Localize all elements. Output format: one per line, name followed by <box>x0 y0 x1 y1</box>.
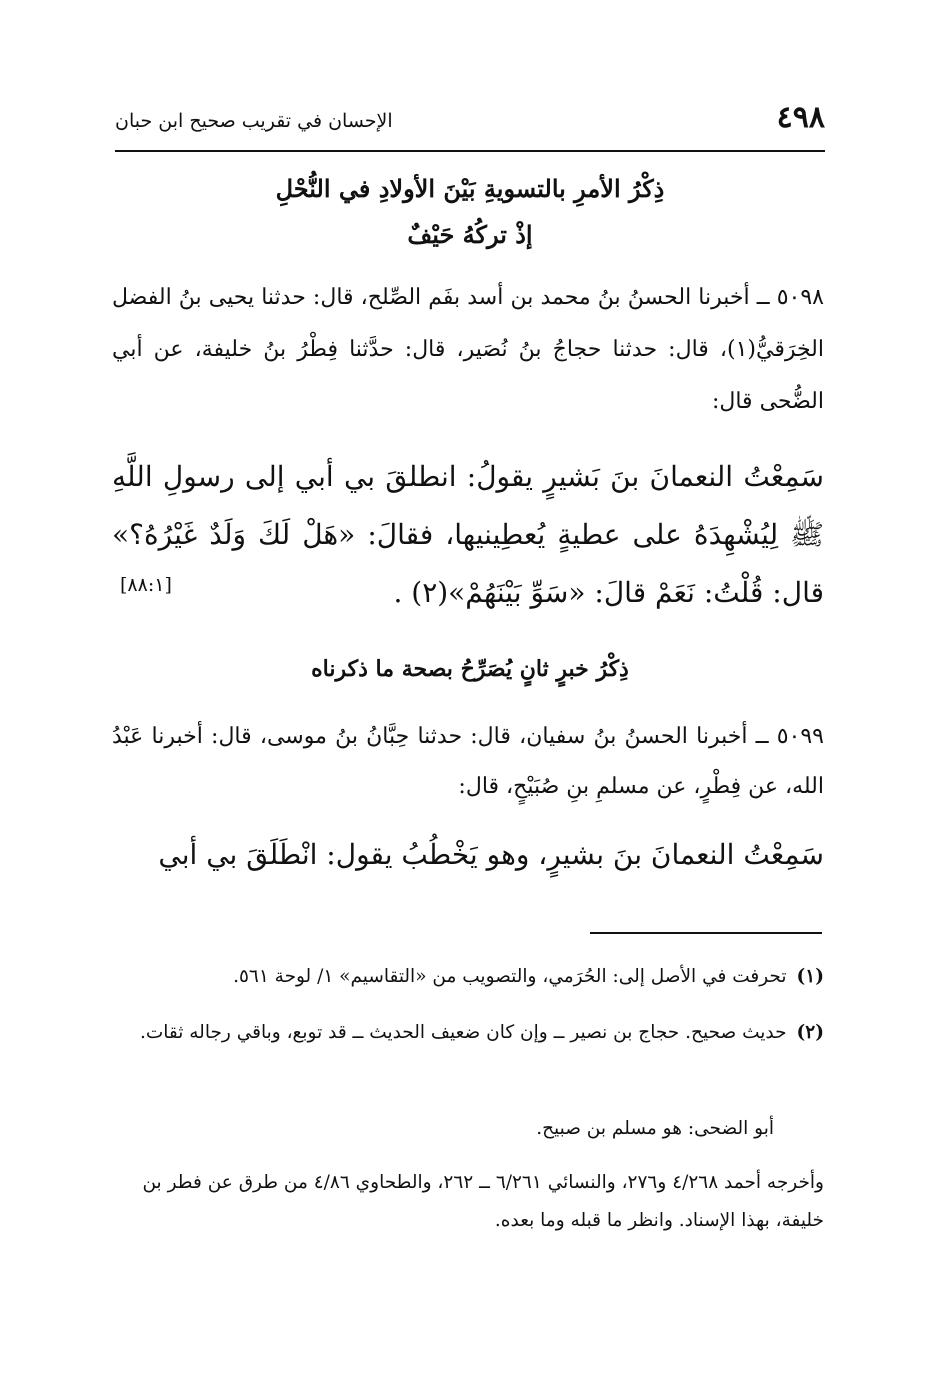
footnote-rule <box>590 932 822 934</box>
hadith-matn-5098: سَمِعْتُ النعمانَ بنَ بَشيرٍ يقولُ: انطلقَ بي أبي إلى رسولِ اللَّهِ ﷺ لِيُشْهِدَهُ على عطيةٍ يُعطِينيها، فقالَ: «هَلْ لَكَ وَلَدٌ غَيْرُهُ؟» قال: قُلْتُ: نَعَمْ قالَ: «سَوِّ بَيْنَهُمْ»(٢) . <box>112 460 824 609</box>
footnote-2-extra: وأخرجه أحمد ٤/٢٦٨ و٢٧٦، والنسائي ٦/٢٦١ ــ ٢٦٢، والطحاوي ٤/٨٦ من طرق عن فطر بن خليفة، بهذا الإسناد. وانظر ما قبله وما بعده. <box>142 1172 824 1231</box>
page-number: ٤٩٨ <box>776 100 825 135</box>
hadith-isnad-5099: ٥٠٩٩ ــ أخبرنا الحسنُ بنُ سفيان، قال: حدثنا حِبَّانُ بنُ موسى، قال: أخبرنا عَبْدُ الله، عن فِطْرٍ، عن مسلمِ بنِ صُبَيْحٍ، قال: <box>112 724 824 799</box>
footnote-number: (٢) <box>796 1022 824 1043</box>
footnote-text: حديث صحيح. حجاج بن نصير ــ وإن كان ضعيف الحديث ــ قد توبع، وباقي رجاله ثقات. <box>139 1022 787 1043</box>
hadith-reference: [٨٨:١] <box>120 574 172 596</box>
page-header <box>115 96 825 146</box>
running-title: الإحسان في تقريب صحيح ابن حبان <box>115 110 393 132</box>
footnote-1 <box>112 958 824 996</box>
heading-line-1: ذِكْرُ الأمرِ بالتسويةِ بَيْنَ الأولادِ في النُّحْلِ <box>275 174 665 203</box>
footnote-2-note: أبو الضحى: هو مسلم بن صبيح. <box>536 1118 774 1139</box>
header-rule <box>115 150 825 152</box>
section-heading-2: ذِكْرُ خبرٍ ثانٍ يُصَرِّحُ بصحة ما ذكرناه <box>311 656 629 682</box>
footnote-2 <box>112 1014 824 1052</box>
footnote-text: تحرفت في الأصل إلى: الحُرَمي، والتصويب من «التقاسيم» ١/ لوحة ٥٦١. <box>233 966 787 987</box>
section-heading <box>115 166 825 258</box>
heading-line-2: إذْ تركُهُ حَيْفٌ <box>407 220 533 249</box>
hadith-isnad-5098: ٥٠٩٨ ــ أخبرنا الحسنُ بنُ محمد بن أسد بفَم الصِّلح، قال: حدثنا يحيى بنُ الفضل الخِرَقيُّ(١)، قال: حدثنا حجاجُ بنُ نُصَير، قال: حدَّثنا فِطْرُ بنُ خليفة، عن أبي الضُّحى قال: <box>112 285 824 414</box>
hadith-matn-5099: سَمِعْتُ النعمانَ بنَ بشيرٍ، وهو يَخْطُبُ يقول: انْطَلَقَ بي أبي <box>158 838 824 871</box>
footnote-number: (١) <box>796 966 824 987</box>
